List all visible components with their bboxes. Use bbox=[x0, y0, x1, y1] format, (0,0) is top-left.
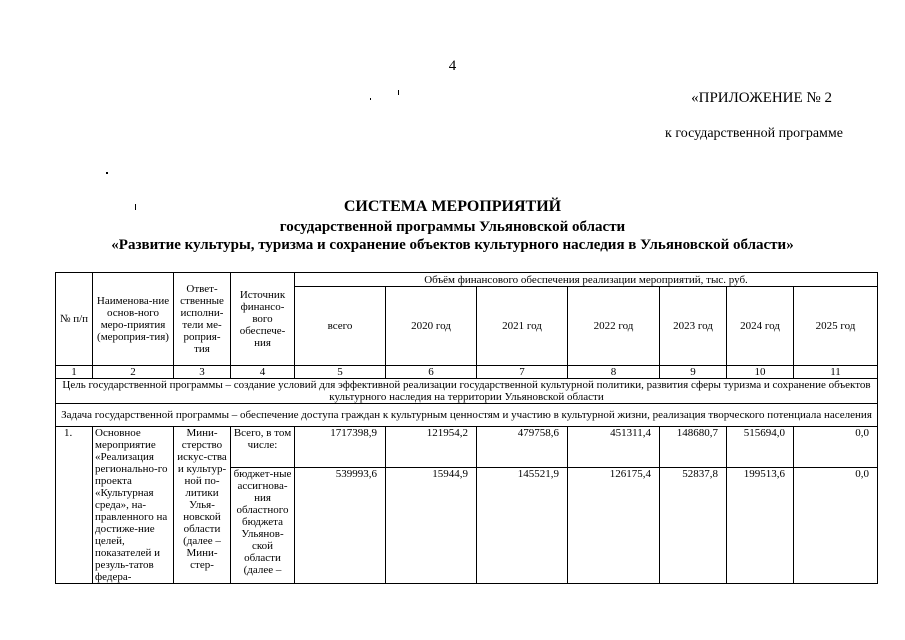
scan-speck bbox=[135, 204, 136, 210]
program-task: Задача государственной программы – обеспечение доступа граждан к культурным ценностям и участию в культурной жизни, реализация творческого потенциала населения bbox=[56, 404, 878, 427]
value-2025: 0,0 bbox=[794, 468, 878, 584]
header-responsible: Ответ-ственные исполни-тели ме-роприя-тия bbox=[174, 273, 231, 366]
document-subtitle-2: «Развитие культуры, туризма и сохранение объектов культурного наследия в Ульяновской области» bbox=[111, 237, 794, 253]
col-number: 9 bbox=[660, 366, 727, 379]
col-number: 8 bbox=[568, 366, 660, 379]
value-2023: 148680,7 bbox=[660, 427, 727, 468]
col-number: 5 bbox=[295, 366, 386, 379]
value-2020: 15944,9 bbox=[386, 468, 477, 584]
value-2024: 199513,6 bbox=[727, 468, 794, 584]
header-2024: 2024 год bbox=[727, 287, 794, 366]
value-2022: 126175,4 bbox=[568, 468, 660, 584]
measure-name: Основное мероприятие «Реализация регионально-го проекта «Культурная среда», на-правленного на достиже-ние целей, показателей и резуль-татов федера- bbox=[93, 427, 174, 584]
header-2022: 2022 год bbox=[568, 287, 660, 366]
document-subtitle-1: государственной программы Ульяновской области bbox=[279, 219, 626, 235]
col-number: 6 bbox=[386, 366, 477, 379]
value-2020: 121954,2 bbox=[386, 427, 477, 468]
col-number: 11 bbox=[794, 366, 878, 379]
appendix-label: «ПРИЛОЖЕНИЕ № 2 bbox=[691, 90, 832, 106]
funding-source-total: Всего, в том числе: bbox=[231, 427, 295, 468]
value-2022: 451311,4 bbox=[568, 427, 660, 468]
value-2021: 145521,9 bbox=[477, 468, 568, 584]
value-total: 539993,6 bbox=[295, 468, 386, 584]
scan-speck bbox=[370, 98, 371, 100]
col-number: 2 bbox=[93, 366, 174, 379]
header-2023: 2023 год bbox=[660, 287, 727, 366]
header-name: Наименова-ние основ-ного меро-приятия (мероприя-тия) bbox=[93, 273, 174, 366]
header-2020: 2020 год bbox=[386, 287, 477, 366]
col-number: 4 bbox=[231, 366, 295, 379]
header-no: № п/п bbox=[56, 273, 93, 366]
funding-source-regional: бюджет-ные ассигнова-ния областного бюджета Ульянов-ской области (далее – bbox=[231, 468, 295, 584]
col-number: 10 bbox=[727, 366, 794, 379]
header-2025: 2025 год bbox=[794, 287, 878, 366]
value-total: 1717398,9 bbox=[295, 427, 386, 468]
scan-speck bbox=[398, 90, 399, 95]
row-number: 1. bbox=[56, 427, 93, 584]
measures-table bbox=[55, 272, 878, 584]
responsible-executor: Мини-стерство искус-ства и культур-ной по-литики Улья-новской области (далее – Мини-стер- bbox=[174, 427, 231, 584]
header-2021: 2021 год bbox=[477, 287, 568, 366]
header-funding: Объём финансового обеспечения реализации мероприятий, тыс. руб. bbox=[295, 273, 878, 287]
header-source: Источник финансо-вого обеспече-ния bbox=[231, 273, 295, 366]
value-2024: 515694,0 bbox=[727, 427, 794, 468]
scan-speck bbox=[106, 172, 108, 174]
page-number: 4 bbox=[448, 58, 457, 74]
header-total: всего bbox=[295, 287, 386, 366]
value-2023: 52837,8 bbox=[660, 468, 727, 584]
value-2021: 479758,6 bbox=[477, 427, 568, 468]
col-number: 7 bbox=[477, 366, 568, 379]
appendix-subtitle: к государственной программе bbox=[665, 126, 843, 141]
col-number: 1 bbox=[56, 366, 93, 379]
value-2025: 0,0 bbox=[794, 427, 878, 468]
document-title: СИСТЕМА МЕРОПРИЯТИЙ bbox=[343, 198, 562, 215]
program-goal: Цель государственной программы – создание условий для эффективной реализации государственной культурной политики, развития сферы туризма и сохранение объектов культурного наследия на территории Ульяновской области bbox=[56, 379, 878, 404]
col-number: 3 bbox=[174, 366, 231, 379]
